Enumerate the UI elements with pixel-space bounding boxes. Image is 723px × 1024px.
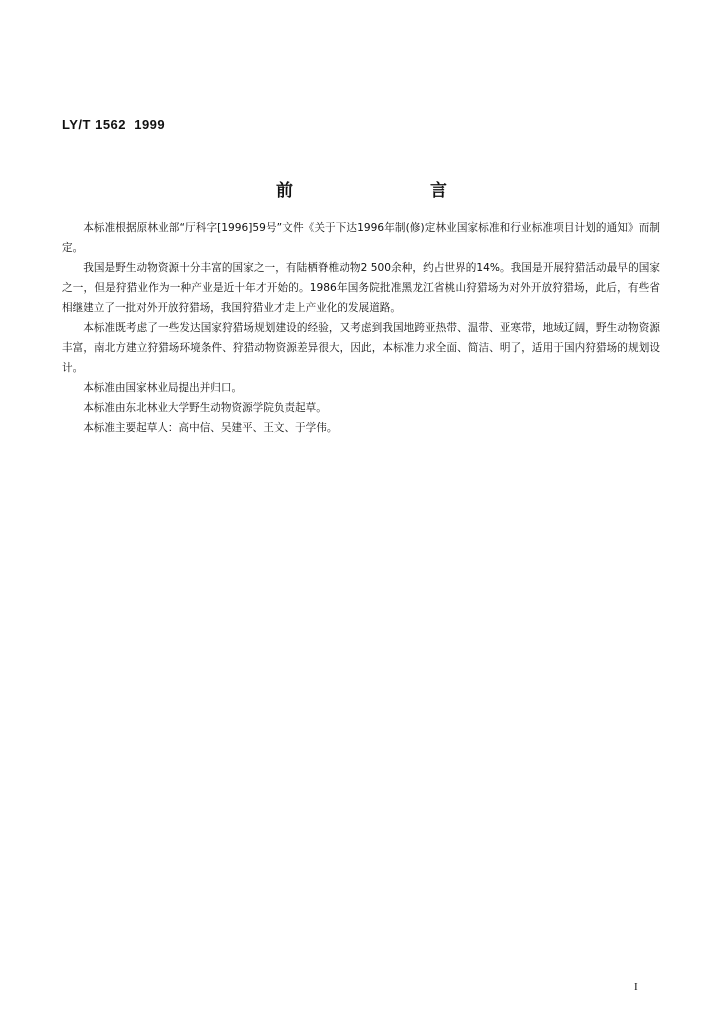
foreword-body — [62, 218, 660, 438]
paragraph-scope: 本标准既考虑了一些发达国家狩猎场规划建设的经验，又考虑到我国地跨亚热带、温带、亚寒带，地域辽阔，野生动物资源丰富，南北方建立狩猎场环境条件、狩猎动物资源差异很大，因此，本标准力求全面、简洁、明了，适用于国内狩猎场的规划设计。 — [62, 322, 660, 374]
page-title: 前 言 — [276, 181, 507, 201]
paragraph-drafting-unit: 本标准由东北林业大学野生动物资源学院负责起草。 — [83, 402, 327, 414]
standard-code: LY/T 1562 1999 — [62, 117, 166, 132]
paragraph-proposer: 本标准由国家林业局提出并归口。 — [83, 382, 243, 394]
paragraph-basis: 本标准根据原林业部“厅科字[1996]59号”文件《关于下达1996年制(修)定林业国家标准和行业标准项目计划的通知》而制定。 — [62, 222, 660, 254]
paragraph-background: 我国是野生动物资源十分丰富的国家之一，有陆栖脊椎动物2 500余种，约占世界的14%。我国是开展狩猎活动最早的国家之一，但是狩猎业作为一种产业是近十年才开始的。1986年国务院批准黑龙江省桃山狩猎场为对外开放狩猎场，此后，有些省相继建立了一批对外开放狩猎场，我国狩猎业才走上产业化的发展道路。 — [62, 262, 660, 314]
page-number: I — [634, 981, 638, 993]
paragraph-drafters: 本标准主要起草人：高中信、吴建平、王文、于学伟。 — [83, 422, 338, 434]
